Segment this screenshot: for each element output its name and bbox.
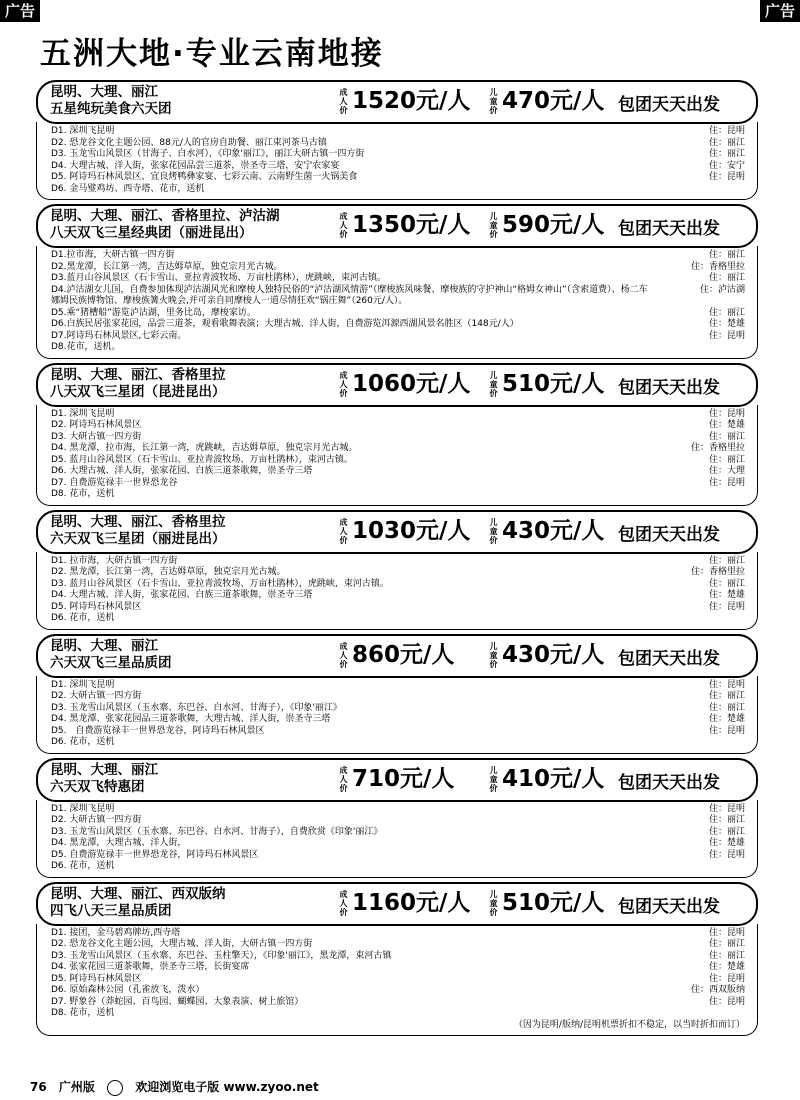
day-description: D2. 黑龙潭，长江第一湾，吉达姆草原，独克宗月光古城。 <box>51 567 286 577</box>
day-description: D2. 恐龙谷文化主题公园，大理古城、洋人街，大研古镇一四方街 <box>51 939 313 949</box>
day-accommodation: 住：丽江 <box>708 431 745 442</box>
itinerary-note: （因为昆明/版纳/昆明机票折扣不稳定，以当时折扣而订） <box>513 1019 745 1030</box>
itinerary-day <box>51 804 745 816</box>
day-accommodation: 住：丽江 <box>708 815 745 825</box>
day-description: D6. 花市，送机 <box>51 613 115 623</box>
day-accommodation: 住：丽江 <box>708 691 745 701</box>
adult-price: 1350元/人 <box>352 212 471 238</box>
day-accommodation: 住：昆明 <box>708 996 745 1007</box>
tour-title <box>50 886 335 920</box>
day-accommodation: 住：丽江 <box>708 702 745 713</box>
child-price-tag: 儿童价 <box>489 765 498 793</box>
logo-icon <box>107 1080 123 1096</box>
departure-note: 包团天天出发 <box>618 648 720 669</box>
child-price: 510元/人 <box>502 370 605 397</box>
day-description: D2. 大研古镇一四方街 <box>51 691 142 701</box>
tour-package <box>36 634 758 754</box>
day-description: D5. 蓝月山谷风景区（石卡雪山、亚拉青波牧场、万亩杜鹃林），束河古镇。 <box>51 454 353 465</box>
day-accommodation: 住：昆明 <box>708 408 745 419</box>
itinerary-day <box>51 962 745 974</box>
itinerary-day <box>51 997 745 1009</box>
tour-route: 昆明、大理、丽江、香格里拉、泸沽湖 <box>50 208 280 224</box>
adult-price: 1160元/人 <box>352 889 471 916</box>
day-description: D2. 阿诗玛石林风景区 <box>51 420 142 430</box>
day-accommodation: 住：丽江 <box>708 555 745 566</box>
child-price-tag: 儿童价 <box>489 370 498 398</box>
itinerary-day <box>51 928 745 940</box>
day-accommodation: 住：丽江 <box>708 273 745 283</box>
itinerary-day <box>51 714 745 726</box>
tour-title <box>50 208 335 242</box>
day-description: D8.花市，送机。 <box>51 342 121 352</box>
itinerary-day <box>51 556 745 568</box>
page-headline: 五洲大地·专业云南地接 <box>40 36 384 72</box>
child-price-tag: 儿童价 <box>489 88 498 115</box>
day-description: D3. 玉龙雪山风景区（甘海子、白水河），《印象'丽江》，丽江大研古镇一四方街 <box>51 149 365 159</box>
tour-package <box>36 204 758 359</box>
day-accommodation: 住：丽江 <box>708 454 745 465</box>
itinerary-day <box>51 951 745 963</box>
day-accommodation: 住：昆明 <box>708 679 745 690</box>
day-accommodation: 住：丽江 <box>708 578 745 589</box>
day-accommodation: 住：丽江 <box>708 137 745 148</box>
day-description: D1. 深圳飞昆明 <box>51 803 115 814</box>
day-description: D3. 蓝月山谷风景区（石卡雪山、亚拉青波牧场、万亩杜鹃林），虎跳峡，束河古镇。 <box>51 578 389 589</box>
day-description: D3. 玉龙雪山风景区（玉水寨、东巴谷、玉柱擎天），《印象'丽江》，黑龙潭，束河古镇 <box>51 950 392 961</box>
tour-header <box>36 510 758 554</box>
tour-type: 四飞八天三星品质团 <box>50 902 172 919</box>
adult-price-tag: 成人价 <box>339 370 348 398</box>
day-accommodation: 住：楚雄 <box>708 838 745 848</box>
itinerary-day <box>51 184 745 196</box>
adult-price: 710元/人 <box>352 765 455 792</box>
adult-price-tag: 成人价 <box>339 641 348 669</box>
day-description: D2.黑龙潭，长江第一湾，吉达姆草原，独克宗月光古城。 <box>51 261 283 272</box>
day-accommodation: 住：楚雄 <box>708 319 745 329</box>
itinerary-day <box>51 838 745 850</box>
itinerary-day <box>51 319 745 331</box>
day-description: D3. 大研古镇一四方街 <box>51 431 142 442</box>
day-description: D5. 阿诗玛石林风景区 <box>51 973 142 984</box>
day-accommodation: 住：昆明 <box>708 172 745 182</box>
itinerary-day <box>51 466 745 478</box>
day-description: D4. 黑龙潭，拉市海，长江第一湾，虎跳峡，吉达姆草原，独克宗月光古城。 <box>51 443 358 453</box>
itinerary-day <box>51 478 745 490</box>
departure-note: 包团天天出发 <box>618 377 720 398</box>
day-accommodation: 住：昆明 <box>708 927 745 938</box>
adult-price: 1520元/人 <box>352 88 471 114</box>
day-accommodation: 住：昆明 <box>708 330 745 341</box>
day-description: D3.蓝月山谷风景区（石卡雪山、亚拉青波牧场、万亩杜鹃林），虎跳峡，束河古镇。 <box>51 273 387 283</box>
itinerary-day <box>51 939 745 951</box>
day-description: D8. 花市，送机 <box>51 1008 115 1018</box>
day-accommodation: 住：丽江 <box>708 250 745 260</box>
tour-header <box>36 634 758 678</box>
itinerary-day <box>51 691 745 703</box>
itinerary-day <box>51 285 745 308</box>
itinerary-day <box>51 455 745 467</box>
adult-price-tag: 成人价 <box>339 765 348 793</box>
itinerary-day <box>51 815 745 827</box>
day-description: D5. 自费游览禄丰一世界恐龙谷，阿诗玛石林风景区 <box>51 849 259 860</box>
tour-title <box>50 638 335 672</box>
day-description: D7.阿诗玛石林风景区,七彩云南。 <box>51 330 187 341</box>
itinerary-day <box>51 850 745 862</box>
day-description: D4. 黑龙潭，大理古城、洋人街， <box>51 838 187 848</box>
itinerary-day <box>51 567 745 579</box>
day-accommodation: 住：丽江 <box>708 149 745 159</box>
child-price-tag: 儿童价 <box>489 517 498 545</box>
itinerary <box>36 924 758 1037</box>
itinerary <box>36 676 758 754</box>
tour-header <box>36 80 758 124</box>
day-accommodation: 住：安宁 <box>708 160 745 171</box>
itinerary-day <box>51 331 745 343</box>
itinerary-day <box>51 489 745 501</box>
itinerary-day <box>51 590 745 602</box>
day-accommodation: 住：楚雄 <box>708 962 745 972</box>
day-description: D1. 深圳飞昆明 <box>51 126 115 136</box>
day-description: D4.泸沽湖女儿国，自费参加体现泸沽湖风光和摩梭人独特民俗的“泸沽湖风情游”（摩梭族风味餐、摩梭族的守护神山“格姆女神山”（含索道费）、杨二车娜姆民族博物馆、摩梭族篝火晚会,并可亲自同摩梭人一道尽情狂欢“锅庄舞”（260元/人）。 <box>51 284 648 306</box>
day-accommodation: 住：香格里拉 <box>690 261 745 272</box>
tour-route: 昆明、大理、丽江 <box>50 84 158 100</box>
day-description: D7. 野象谷（莽蛇园、百鸟园、蝴蝶园、大象表演、树上旅馆） <box>51 996 304 1007</box>
adult-price: 1060元/人 <box>352 370 471 397</box>
day-accommodation: 住：昆明 <box>708 803 745 814</box>
adult-price-tag: 成人价 <box>339 88 348 115</box>
child-price: 470元/人 <box>502 88 605 114</box>
itinerary-day <box>51 149 745 161</box>
day-accommodation: 住：丽江 <box>708 307 745 318</box>
day-description: D5.乘“猪槽船”游览泸沽湖，里务比岛，摩梭家访。 <box>51 307 256 318</box>
itinerary-day <box>51 726 745 738</box>
day-accommodation: 住：昆明 <box>708 477 745 488</box>
tour-title <box>50 514 335 548</box>
tour-type: 六天双飞特惠团 <box>50 778 145 795</box>
tour-type: 六天双飞三星团（丽进昆出） <box>50 530 226 547</box>
day-description: D6.白族民居张家花园，品尝三道茶，观看歌舞表演；大理古城、洋人街，自费游览洱源西湖风景名胜区（148元/人） <box>51 319 519 329</box>
day-description: D6. 大理古城、洋人街，张家花园、白族三道茶歌舞，崇圣寺三塔 <box>51 466 313 476</box>
day-accommodation: 住：西双版纳 <box>690 985 745 995</box>
day-description: D1. 拉市海，大研古镇一四方街 <box>51 555 178 566</box>
itinerary-day <box>51 974 745 986</box>
itinerary-day <box>51 737 745 749</box>
itinerary-day <box>51 138 745 150</box>
footer-slogan: 欢迎浏览电子版 www.zyoo.net <box>135 1080 319 1094</box>
itinerary-day <box>51 432 745 444</box>
tour-header <box>36 758 758 802</box>
day-description: D6. 原始森林公园（孔雀放飞，泼水） <box>51 985 205 995</box>
day-accommodation: 住：香格里拉 <box>690 443 745 453</box>
tour-package <box>36 80 758 200</box>
day-accommodation: 住：昆明 <box>708 849 745 860</box>
departure-note: 包团天天出发 <box>618 896 720 917</box>
page-number: 76 <box>30 1080 47 1094</box>
adult-price: 1030元/人 <box>352 517 471 544</box>
tour-title <box>50 762 335 796</box>
child-price: 410元/人 <box>502 765 605 792</box>
day-description: D1. 深圳飞昆明 <box>51 679 115 690</box>
day-description: D4. 大理古城、洋人街，张家花园、白族三道茶歌舞，崇圣寺三塔 <box>51 590 313 600</box>
day-description: D5. 阿诗玛石林风景区、宜良烤鸭彝家宴、七彩云南、云南野生菌一火锅美食 <box>51 172 358 182</box>
itinerary <box>36 405 758 506</box>
day-accommodation: 住：昆明 <box>708 973 745 984</box>
itinerary-day <box>51 985 745 997</box>
itinerary-day <box>51 161 745 173</box>
tour-title <box>50 84 335 118</box>
adult-price-tag: 成人价 <box>339 212 348 239</box>
day-accommodation: 住：楚雄 <box>708 590 745 600</box>
departure-note: 包团天天出发 <box>618 95 720 115</box>
itinerary-day <box>51 262 745 274</box>
tour-header <box>36 204 758 248</box>
itinerary-day <box>51 613 745 625</box>
ad-label-left: 广告 <box>0 0 40 22</box>
tour-type: 六天双飞三星品质团 <box>50 654 172 671</box>
itinerary <box>36 122 758 200</box>
tour-route: 昆明、大理、丽江、香格里拉 <box>50 366 226 383</box>
child-price: 510元/人 <box>502 889 605 916</box>
page-footer <box>30 1078 327 1096</box>
itinerary-day <box>51 827 745 839</box>
day-accommodation: 住：丽江 <box>708 826 745 837</box>
day-description: D8. 花市，送机 <box>51 489 115 499</box>
day-description: D4. 张家花园三道茶歌舞，崇圣寺三塔，长街宴席 <box>51 962 250 972</box>
day-description: D4. 黑龙潭、张家花园品三道茶歌舞，大理古城、洋人街，崇圣寺三塔 <box>51 714 331 724</box>
edition-label: 广州版 <box>58 1080 95 1094</box>
day-description: D1. 接团，金马碧鸡牌坊,西寺塔 <box>51 927 181 938</box>
itinerary-day <box>51 342 745 354</box>
tour-header <box>36 363 758 407</box>
day-description: D3. 玉龙雪山风景区（玉水寨、东巴谷、白水河、甘海子），自费欣赏《印象'丽江》 <box>51 826 383 837</box>
day-description: D4. 大理古城、洋人街，张家花园品尝三道茶，崇圣寺三塔，安宁农家宴 <box>51 160 340 171</box>
day-description: D6. 金马璧鸡坊、西寺塔、花市，送机 <box>51 183 205 194</box>
tour-route: 昆明、大理、丽江 <box>50 761 158 778</box>
child-price: 430元/人 <box>502 517 605 544</box>
child-price-tag: 儿童价 <box>489 212 498 239</box>
day-accommodation: 住：楚雄 <box>708 714 745 724</box>
itinerary-day <box>51 420 745 432</box>
departure-note: 包团天天出发 <box>618 772 720 793</box>
tour-list <box>36 80 758 1040</box>
day-description: D6. 花市，送机 <box>51 737 115 747</box>
tour-package <box>36 510 758 630</box>
itinerary-day <box>51 273 745 285</box>
day-description: D1.拉市海，大研古镇一四方街 <box>51 250 175 260</box>
tour-route: 昆明、大理、丽江 <box>50 637 158 654</box>
tour-route: 昆明、大理、丽江、西双版纳 <box>50 885 226 902</box>
itinerary-day <box>51 861 745 873</box>
day-description: D5. 阿诗玛石林风景区 <box>51 601 142 612</box>
day-description: D2. 恐龙谷文化主题公园、88元/人的官房自助餐、丽江束河茶马古镇 <box>51 137 327 148</box>
child-price: 590元/人 <box>502 212 605 238</box>
child-price-tag: 儿童价 <box>489 641 498 669</box>
day-accommodation: 住：香格里拉 <box>690 567 745 577</box>
itinerary-day <box>51 308 745 320</box>
itinerary-day <box>51 126 745 138</box>
adult-price-tag: 成人价 <box>339 889 348 917</box>
day-accommodation: 住：大理 <box>708 466 745 476</box>
itinerary <box>36 246 758 359</box>
itinerary-day <box>51 250 745 262</box>
itinerary-day <box>51 443 745 455</box>
itinerary <box>36 552 758 630</box>
day-accommodation: 住：丽江 <box>708 950 745 961</box>
day-description: D7. 自费游览禄丰一世界恐龙谷 <box>51 477 178 488</box>
itinerary-day <box>51 703 745 715</box>
itinerary-day <box>51 602 745 614</box>
itinerary-day <box>51 579 745 591</box>
day-accommodation: 住：昆明 <box>708 601 745 612</box>
day-accommodation: 住：楚雄 <box>708 420 745 430</box>
itinerary <box>36 800 758 878</box>
day-description: D2. 大研古镇一四方街 <box>51 815 142 825</box>
tour-package <box>36 758 758 878</box>
day-description: D5. 自费游览禄丰一世界恐龙谷，阿诗玛石林风景区 <box>51 725 265 736</box>
departure-note: 包团天天出发 <box>618 524 720 545</box>
day-description: D1. 深圳飞昆明 <box>51 408 115 419</box>
child-price-tag: 儿童价 <box>489 889 498 917</box>
itinerary-day <box>51 1008 745 1020</box>
day-description: D3. 玉龙雪山风景区（玉水寨、东巴谷、白水河、甘海子），《印象'丽江》 <box>51 702 342 713</box>
adult-price-tag: 成人价 <box>339 517 348 545</box>
tour-type: 八天双飞三星经典团（丽进昆出） <box>50 225 253 241</box>
itinerary-day <box>51 172 745 184</box>
itinerary-day <box>51 409 745 421</box>
departure-note: 包团天天出发 <box>618 219 720 239</box>
itinerary-day <box>51 680 745 692</box>
tour-type: 五星纯玩美食六天团 <box>50 101 172 117</box>
child-price: 430元/人 <box>502 641 605 668</box>
day-accommodation: 住：昆明 <box>708 725 745 736</box>
tour-type: 八天双飞三星团（昆进昆出） <box>50 383 226 400</box>
day-accommodation: 住：丽江 <box>708 939 745 949</box>
day-description: D6. 花市，送机 <box>51 861 115 871</box>
tour-package <box>36 363 758 506</box>
ad-label-right: 广告 <box>760 0 800 22</box>
tour-package <box>36 882 758 1037</box>
day-accommodation: 住：泸沽湖 <box>699 284 745 295</box>
adult-price: 860元/人 <box>352 641 455 668</box>
tour-route: 昆明、大理、丽江、香格里拉 <box>50 513 226 530</box>
tour-title <box>50 367 335 401</box>
tour-header <box>36 882 758 926</box>
day-accommodation: 住：昆明 <box>708 126 745 136</box>
